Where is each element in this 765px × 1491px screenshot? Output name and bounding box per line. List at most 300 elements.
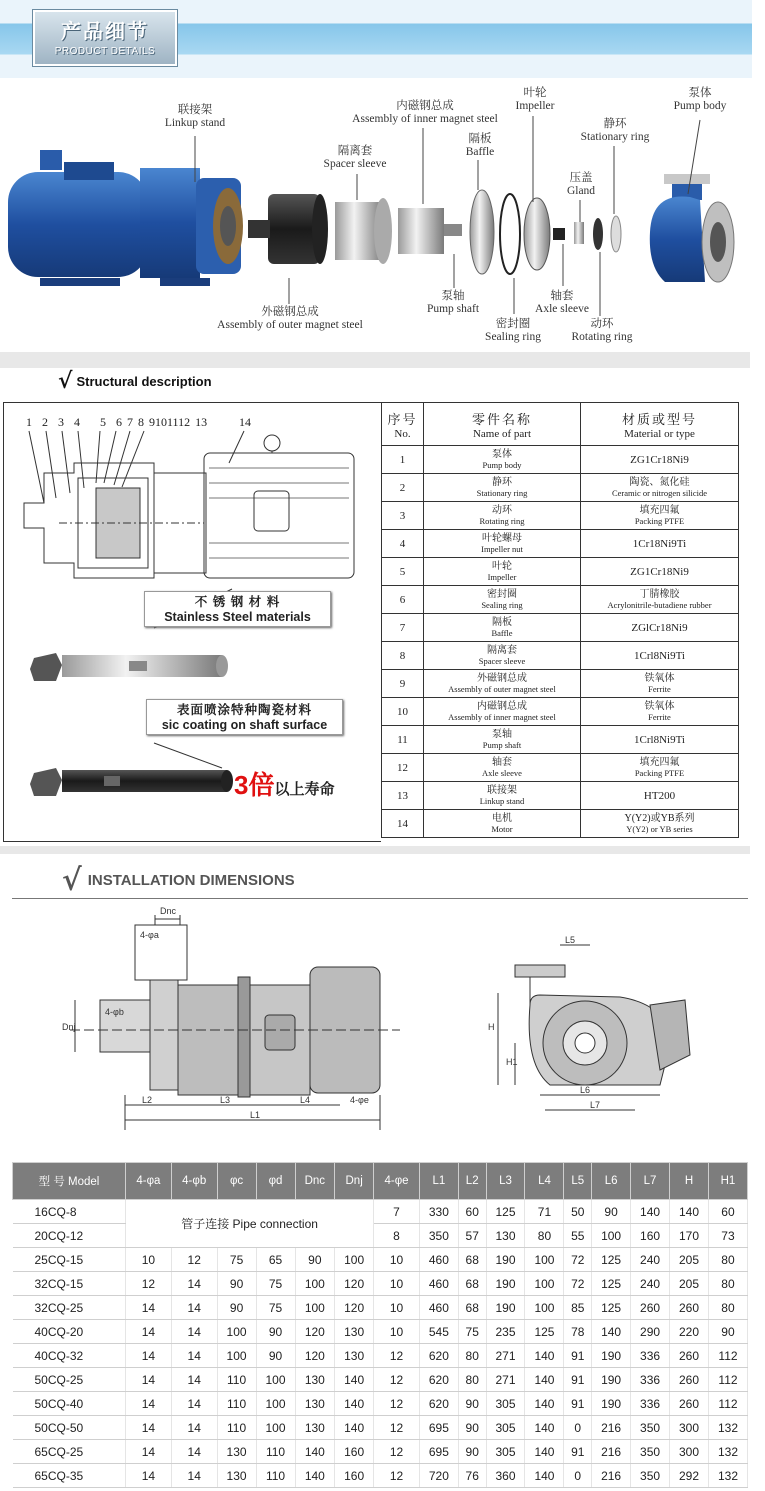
dim-label-4a: 4-φa (140, 930, 159, 940)
part-name: 内磁钢总成 Assembly of inner magnet steel (424, 698, 581, 726)
model-cell: 50CQ-50 (13, 1416, 126, 1440)
dim-cell: 14 (171, 1416, 217, 1440)
dim-cell: 260 (670, 1344, 709, 1368)
dim-cell: 240 (631, 1248, 670, 1272)
part-material: 填充四氟 Packing PTFE (581, 754, 739, 782)
part-number: 11 (382, 726, 424, 754)
dim-cell: 12 (374, 1368, 420, 1392)
dim-cell: 140 (295, 1464, 335, 1488)
dim-cell: 8 (374, 1224, 420, 1248)
dim-cell: 55 (564, 1224, 592, 1248)
part-name: 隔板 Baffle (424, 614, 581, 642)
part-number: 12 (382, 754, 424, 782)
dim-cell: 91 (564, 1344, 592, 1368)
dim-cell: 695 (419, 1440, 458, 1464)
dim-cell: 12 (374, 1464, 420, 1488)
table-row (13, 1416, 748, 1440)
dims-header-cell: L6 (592, 1163, 631, 1200)
dim-label-4b: 4-φb (105, 1007, 124, 1017)
dims-header-cell: L4 (525, 1163, 564, 1200)
part-name: 联接架 Linkup stand (424, 782, 581, 810)
dim-cell: 10 (374, 1320, 420, 1344)
dim-cell: 75 (217, 1248, 256, 1272)
label-baffle: 隔板 Baffle (465, 133, 495, 158)
label-rotating-ring: 动环 Rotating ring (571, 318, 633, 343)
dim-label-dnc: Dnc (160, 906, 177, 916)
dim-cell: 14 (171, 1392, 217, 1416)
dim-cell: 90 (217, 1272, 256, 1296)
label-linkup-stand: 联接架 Linkup stand (164, 104, 226, 129)
parts-row (382, 642, 739, 670)
parts-row (382, 754, 739, 782)
dim-cell: 271 (486, 1344, 525, 1368)
parts-row (382, 474, 739, 502)
dim-cell: 190 (592, 1392, 631, 1416)
dim-cell: 290 (631, 1320, 670, 1344)
dim-cell: 260 (670, 1392, 709, 1416)
dim-cell: 112 (708, 1368, 747, 1392)
dim-cell: 0 (564, 1464, 592, 1488)
dim-cell: 350 (631, 1440, 670, 1464)
dim-cell: 110 (217, 1416, 256, 1440)
dims-header-cell: 4-φb (171, 1163, 217, 1200)
dim-cell: 100 (217, 1344, 256, 1368)
part-number: 5 (382, 558, 424, 586)
dimensions-table-header (13, 1163, 748, 1200)
dim-cell: 91 (564, 1368, 592, 1392)
dim-cell: 10 (374, 1272, 420, 1296)
dimensions-table (12, 1162, 748, 1488)
dim-cell: 10 (374, 1248, 420, 1272)
sic-callout: 表面喷涂特种陶瓷材料 sic coating on shaft surface (146, 699, 343, 735)
sealing-ring-shape (500, 194, 520, 274)
parts-row (382, 810, 739, 838)
dim-cell: 160 (631, 1224, 670, 1248)
stationary-ring-shape (611, 216, 621, 252)
dim-cell: 85 (564, 1296, 592, 1320)
dim-cell: 292 (670, 1464, 709, 1488)
impeller-shape (524, 198, 550, 270)
product-details-badge (33, 10, 177, 66)
dim-cell: 80 (708, 1272, 747, 1296)
part-name: 叶轮 Impeller (424, 558, 581, 586)
dim-cell: 65 (256, 1248, 295, 1272)
label-impeller: 叶轮 Impeller (515, 87, 555, 112)
dim-cell: 14 (171, 1296, 217, 1320)
header-material: 材质或型号 Material or type (581, 403, 739, 446)
dims-header-cell: 4-φa (126, 1163, 172, 1200)
dim-cell: 305 (486, 1416, 525, 1440)
part-number: 2 (382, 474, 424, 502)
dim-cell: 90 (592, 1200, 631, 1224)
model-cell: 40CQ-20 (13, 1320, 126, 1344)
spacer-sleeve-shape (335, 198, 392, 264)
dim-cell: 350 (419, 1224, 458, 1248)
pipe-connection-cell: 管子连接 Pipe connection (126, 1200, 374, 1248)
dim-cell: 132 (708, 1440, 747, 1464)
parts-table-body (382, 446, 739, 838)
dim-cell: 140 (525, 1368, 564, 1392)
dim-cell: 12 (374, 1344, 420, 1368)
part-material: ZGlCr18Ni9 (581, 614, 739, 642)
part-number: 10 (382, 698, 424, 726)
dim-cell: 235 (486, 1320, 525, 1344)
dim-cell: 90 (217, 1296, 256, 1320)
dim-cell: 130 (295, 1416, 335, 1440)
dim-cell: 14 (171, 1344, 217, 1368)
dim-cell: 100 (525, 1248, 564, 1272)
dims-header-cell: H (670, 1163, 709, 1200)
dim-cell: 14 (171, 1464, 217, 1488)
dim-cell: 75 (256, 1272, 295, 1296)
dim-cell: 170 (670, 1224, 709, 1248)
installation-rule (12, 898, 748, 899)
dim-cell: 14 (171, 1320, 217, 1344)
installation-heading (62, 862, 295, 898)
dim-cell: 10 (374, 1296, 420, 1320)
dim-cell: 132 (708, 1464, 747, 1488)
callout-14: 14 (239, 415, 251, 429)
table-row (13, 1344, 748, 1368)
dim-cell: 125 (525, 1320, 564, 1344)
check-icon: √ (58, 368, 73, 394)
structural-heading (58, 366, 212, 396)
table-row (13, 1368, 748, 1392)
table-row (13, 1392, 748, 1416)
dim-cell: 140 (525, 1440, 564, 1464)
header-banner (0, 0, 752, 78)
dims-header-cell: Dnj (335, 1163, 374, 1200)
part-name: 泵体 Pump body (424, 446, 581, 474)
dim-cell: 72 (564, 1248, 592, 1272)
parts-row (382, 726, 739, 754)
dim-cell: 120 (295, 1344, 335, 1368)
parts-row (382, 670, 739, 698)
dim-cell: 100 (256, 1368, 295, 1392)
dim-cell: 100 (592, 1224, 631, 1248)
part-name: 泵轴 Pump shaft (424, 726, 581, 754)
dim-cell: 12 (374, 1392, 420, 1416)
dim-cell: 160 (335, 1464, 374, 1488)
gland-shape (574, 222, 584, 244)
dim-cell: 460 (419, 1272, 458, 1296)
dim-cell: 130 (217, 1464, 256, 1488)
dim-label-4e: 4-φe (350, 1095, 369, 1105)
dim-cell: 130 (295, 1392, 335, 1416)
model-cell: 32CQ-15 (13, 1272, 126, 1296)
dim-cell: 260 (670, 1296, 709, 1320)
part-material: 铁氧体 Ferrite (581, 670, 739, 698)
part-name: 外磁钢总成 Assembly of outer magnet steel (424, 670, 581, 698)
dim-cell: 90 (256, 1344, 295, 1368)
dim-cell: 90 (458, 1440, 486, 1464)
label-gland: 压盖 Gland (566, 172, 596, 197)
dim-cell: 125 (592, 1248, 631, 1272)
dim-cell: 100 (295, 1296, 335, 1320)
part-material: 1Cr18Ni9Ti (581, 530, 739, 558)
dim-cell: 73 (708, 1224, 747, 1248)
dim-cell: 140 (631, 1200, 670, 1224)
motor-shape (8, 150, 243, 286)
dim-cell: 216 (592, 1440, 631, 1464)
dim-cell: 50 (564, 1200, 592, 1224)
dim-cell: 130 (486, 1224, 525, 1248)
dim-cell: 60 (458, 1200, 486, 1224)
dim-cell: 90 (708, 1320, 747, 1344)
dim-cell: 140 (525, 1416, 564, 1440)
dim-cell: 14 (126, 1296, 172, 1320)
dim-cell: 305 (486, 1392, 525, 1416)
dim-cell: 205 (670, 1272, 709, 1296)
part-number: 13 (382, 782, 424, 810)
dim-cell: 76 (458, 1464, 486, 1488)
callout-numbers: 1 2 3 4 5 6 7 8 9101112 13 (26, 415, 208, 429)
part-number: 3 (382, 502, 424, 530)
dim-cell: 460 (419, 1248, 458, 1272)
parts-row (382, 502, 739, 530)
dim-cell: 78 (564, 1320, 592, 1344)
parts-table (381, 402, 739, 838)
dims-header-cell: L2 (458, 1163, 486, 1200)
part-material: 陶瓷、氮化硅 Ceramic or nitrogen silicide (581, 474, 739, 502)
dim-cell: 216 (592, 1416, 631, 1440)
dim-cell: 100 (217, 1320, 256, 1344)
dims-header-cell: L5 (564, 1163, 592, 1200)
dim-cell: 260 (670, 1368, 709, 1392)
dim-cell: 190 (486, 1272, 525, 1296)
part-name: 隔离套 Spacer sleeve (424, 642, 581, 670)
dim-cell: 110 (256, 1464, 295, 1488)
dim-cell: 71 (525, 1200, 564, 1224)
dim-cell: 68 (458, 1296, 486, 1320)
dim-cell: 140 (592, 1320, 631, 1344)
dim-cell: 10 (126, 1248, 172, 1272)
part-name: 动环 Rotating ring (424, 502, 581, 530)
dim-cell: 60 (708, 1200, 747, 1224)
dim-cell: 140 (525, 1392, 564, 1416)
dim-cell: 305 (486, 1440, 525, 1464)
stainless-callout: 不 锈 钢 材 料 Stainless Steel materials (144, 591, 331, 627)
dim-cell: 12 (374, 1416, 420, 1440)
model-cell: 32CQ-25 (13, 1296, 126, 1320)
dim-cell: 57 (458, 1224, 486, 1248)
dim-cell: 110 (256, 1440, 295, 1464)
dim-cell: 120 (295, 1320, 335, 1344)
model-cell: 50CQ-25 (13, 1368, 126, 1392)
dim-cell: 90 (295, 1248, 335, 1272)
dim-label-l7: L7 (590, 1100, 601, 1110)
dim-cell: 120 (335, 1296, 374, 1320)
dim-cell: 91 (564, 1392, 592, 1416)
dim-cell: 14 (126, 1440, 172, 1464)
label-stationary-ring: 静环 Stationary ring (580, 118, 650, 143)
dim-cell: 75 (458, 1320, 486, 1344)
part-name: 轴套 Axle sleeve (424, 754, 581, 782)
dim-cell: 140 (295, 1440, 335, 1464)
dim-cell: 80 (458, 1368, 486, 1392)
dim-cell: 80 (708, 1296, 747, 1320)
dims-header-cell: φc (217, 1163, 256, 1200)
dim-cell: 140 (670, 1200, 709, 1224)
parts-row (382, 698, 739, 726)
dim-cell: 330 (419, 1200, 458, 1224)
baffle-shape (470, 190, 494, 274)
part-name: 电机 Motor (424, 810, 581, 838)
dim-cell: 160 (335, 1440, 374, 1464)
banner-title-cn: 产品细节 (61, 19, 149, 43)
part-material: 填充四氟 Packing PTFE (581, 502, 739, 530)
parts-row (382, 782, 739, 810)
table-row (13, 1200, 748, 1224)
part-name: 叶轮螺母 Impeller nut (424, 530, 581, 558)
part-material: Y(Y2)或YB系列 Y(Y2) or YB series (581, 810, 739, 838)
banner-title-en: PRODUCT DETAILS (54, 46, 156, 57)
part-name: 静环 Stationary ring (424, 474, 581, 502)
dim-cell: 12 (171, 1248, 217, 1272)
dim-cell: 100 (525, 1296, 564, 1320)
dim-cell: 80 (525, 1224, 564, 1248)
dim-cell: 140 (525, 1464, 564, 1488)
dims-header-cell: φd (256, 1163, 295, 1200)
dim-cell: 125 (486, 1200, 525, 1224)
model-cell: 50CQ-40 (13, 1392, 126, 1416)
dim-cell: 460 (419, 1296, 458, 1320)
dim-cell: 620 (419, 1392, 458, 1416)
dim-cell: 140 (525, 1344, 564, 1368)
dim-label-h1: H1 (506, 1057, 518, 1067)
exploded-view (0, 82, 750, 352)
axle-sleeve-shape (553, 228, 565, 240)
dims-header-cell: L7 (631, 1163, 670, 1200)
dim-label-dnj: Dnj (62, 1022, 76, 1032)
dim-cell: 14 (171, 1272, 217, 1296)
dim-cell: 112 (708, 1392, 747, 1416)
part-material: HT200 (581, 782, 739, 810)
dim-cell: 7 (374, 1200, 420, 1224)
dim-cell: 100 (256, 1416, 295, 1440)
label-pump-body: 泵体 Pump body (673, 87, 727, 112)
parts-row (382, 586, 739, 614)
label-axle-sleeve: 轴套 Axle sleeve (535, 290, 589, 315)
dim-cell: 336 (631, 1392, 670, 1416)
dims-header-cell: L3 (486, 1163, 525, 1200)
dim-cell: 125 (592, 1296, 631, 1320)
dim-cell: 620 (419, 1344, 458, 1368)
dim-cell: 260 (631, 1296, 670, 1320)
part-material: 1Crl8Ni9Ti (581, 726, 739, 754)
dim-label-l1: L1 (250, 1110, 261, 1120)
dim-cell: 140 (335, 1368, 374, 1392)
label-spacer-sleeve: 隔离套 Spacer sleeve (323, 145, 387, 170)
part-material: 丁腈橡胶 Acrylonitrile-butadiene rubber (581, 586, 739, 614)
model-cell: 40CQ-32 (13, 1344, 126, 1368)
dim-cell: 14 (126, 1368, 172, 1392)
pump-body-shape (650, 174, 734, 282)
label-inner-magnet: 内磁钢总成 Assembly of inner magnet steel (352, 100, 498, 125)
model-cell: 16CQ-8 (13, 1200, 126, 1224)
parts-row (382, 446, 739, 474)
label-pump-shaft: 泵轴 Pump shaft (426, 290, 480, 315)
dim-cell: 336 (631, 1368, 670, 1392)
dim-cell: 216 (592, 1464, 631, 1488)
parts-row (382, 558, 739, 586)
dim-cell: 110 (217, 1392, 256, 1416)
dim-cell: 350 (631, 1416, 670, 1440)
dim-cell: 100 (295, 1272, 335, 1296)
dim-cell: 14 (126, 1392, 172, 1416)
dims-header-cell: Dnc (295, 1163, 335, 1200)
dim-cell: 132 (708, 1416, 747, 1440)
dims-header-cell: 4-φe (374, 1163, 420, 1200)
dim-label-h: H (488, 1022, 495, 1032)
table-row (13, 1272, 748, 1296)
structural-drawing-panel (3, 402, 381, 842)
dim-cell: 545 (419, 1320, 458, 1344)
dim-cell: 90 (458, 1392, 486, 1416)
part-number: 14 (382, 810, 424, 838)
dim-cell: 14 (126, 1416, 172, 1440)
table-row (13, 1320, 748, 1344)
rotating-ring-shape (593, 218, 603, 250)
dim-cell: 72 (564, 1272, 592, 1296)
dim-label-l6: L6 (580, 1085, 591, 1095)
inner-magnet-shape (398, 208, 462, 254)
dim-cell: 205 (670, 1248, 709, 1272)
dim-label-l4: L4 (300, 1095, 311, 1105)
model-cell: 25CQ-15 (13, 1248, 126, 1272)
structural-title: Structural description (76, 373, 212, 389)
dim-cell: 90 (458, 1416, 486, 1440)
dimensions-table-body (13, 1200, 748, 1488)
part-number: 4 (382, 530, 424, 558)
table-row (13, 1296, 748, 1320)
dim-cell: 125 (592, 1272, 631, 1296)
dims-header-cell: L1 (419, 1163, 458, 1200)
part-material: 1Crl8Ni9Ti (581, 642, 739, 670)
dim-label-l2: L2 (142, 1095, 153, 1105)
model-cell: 65CQ-35 (13, 1464, 126, 1488)
dim-cell: 140 (335, 1416, 374, 1440)
table-row (13, 1464, 748, 1488)
dim-cell: 130 (335, 1320, 374, 1344)
dim-cell: 120 (335, 1272, 374, 1296)
dim-cell: 12 (374, 1440, 420, 1464)
dim-cell: 80 (458, 1344, 486, 1368)
dim-cell: 620 (419, 1368, 458, 1392)
model-cell: 20CQ-12 (13, 1224, 126, 1248)
dim-cell: 300 (670, 1416, 709, 1440)
dim-cell: 75 (256, 1296, 295, 1320)
dim-cell: 12 (126, 1272, 172, 1296)
header-name: 零件名称 Name of part (424, 403, 581, 446)
parts-table-header (382, 403, 739, 446)
header-no: 序号 No. (382, 403, 424, 446)
dim-label-l3: L3 (220, 1095, 231, 1105)
part-number: 7 (382, 614, 424, 642)
section-divider-2 (0, 846, 750, 854)
dim-cell: 14 (126, 1464, 172, 1488)
part-number: 8 (382, 642, 424, 670)
dim-cell: 695 (419, 1416, 458, 1440)
stainless-shaft (30, 653, 228, 681)
dims-header-cell: 型 号 Model (13, 1163, 126, 1200)
dim-cell: 190 (486, 1296, 525, 1320)
parts-row (382, 530, 739, 558)
dim-cell: 14 (171, 1368, 217, 1392)
dim-cell: 130 (217, 1440, 256, 1464)
installation-drawing (60, 905, 740, 1140)
part-material: ZG1Cr18Ni9 (581, 446, 739, 474)
